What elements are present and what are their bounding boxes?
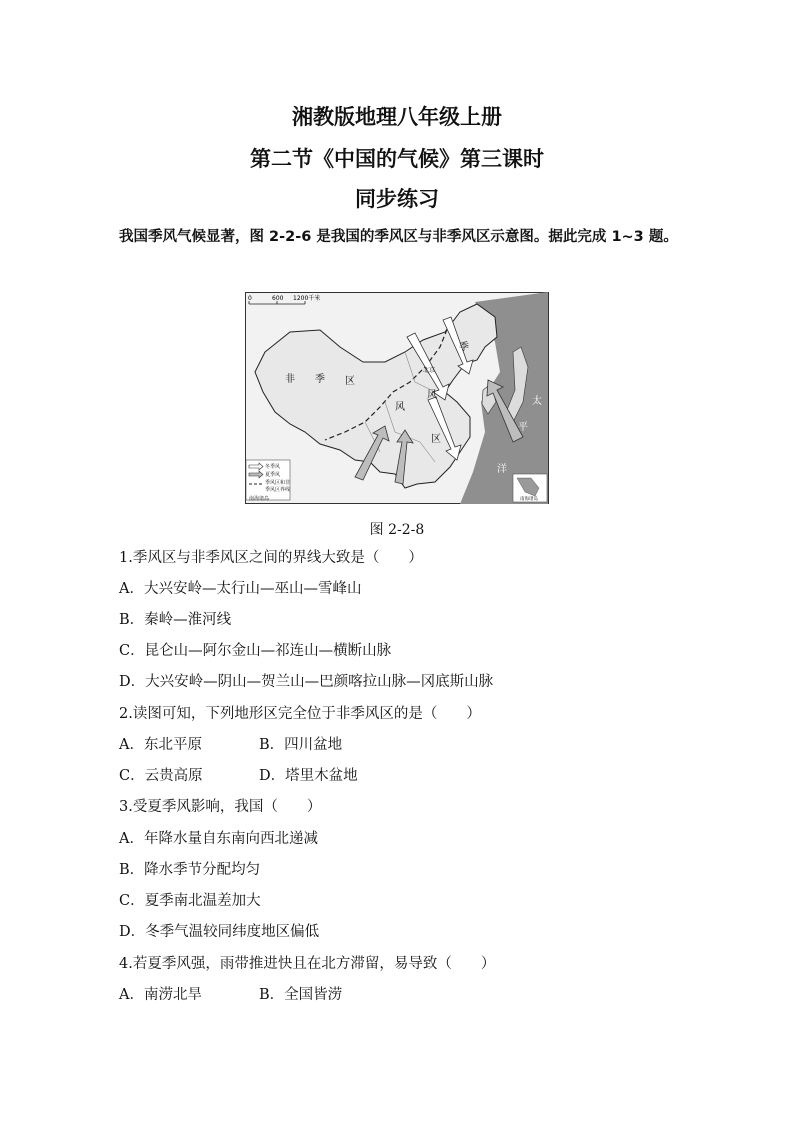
question-3-stem: 3.受夏季风影响，我国（ ） [119, 799, 322, 815]
scale-label-1200: 1200千米 [293, 295, 321, 302]
legend-boundary-2: 季风区界线 [265, 487, 291, 493]
question-4-stem: 4.若夏季风强，雨带推进快且在北方滞留，易导致（ ） [119, 956, 496, 972]
legend-winter-monsoon: 冬季风 [265, 464, 281, 470]
figure-caption: 图 2-2-8 [369, 522, 425, 538]
map-label-ji2: 季 [459, 342, 469, 353]
monsoon-region-map [245, 292, 549, 504]
question-2-option-d: D．塔里木盆地 [259, 768, 358, 784]
map-label-beijing: 北京 [423, 367, 436, 374]
question-4-option-b: B．全国皆涝 [259, 987, 343, 1003]
map-note: 南海诸岛 [249, 496, 270, 502]
map-label-qu1: 区 [345, 376, 355, 387]
question-2-options-row2 [119, 769, 358, 784]
question-2-option-b: B．四川盆地 [259, 737, 343, 753]
intro-paragraph: 我国季风气候显著，图 2-2-6 是我国的季风区与非季风区示意图。据此完成 1~3 题。 [119, 229, 678, 245]
map-label-ji1: 季 [315, 374, 325, 385]
inset-label: 南海诸岛 [520, 497, 538, 502]
map-label-tai: 太 [532, 396, 542, 407]
map-label-feng1: 风 [427, 390, 437, 401]
question-3-option-d: D．冬季气温较同纬度地区偏低 [119, 924, 320, 940]
map-label-fei: 非 [285, 374, 295, 385]
legend-summer-monsoon: 夏季风 [265, 472, 281, 478]
question-3-option-c: C．夏季南北温差加大 [119, 893, 261, 909]
title-grade: 湘教版地理八年级上册 [292, 105, 502, 129]
question-4-options-row1 [119, 988, 342, 1003]
map-label-qu2: 区 [431, 434, 441, 445]
question-3-option-b: B．降水季节分配均匀 [119, 862, 261, 878]
question-1-option-b: B．秦岭—淮河线 [119, 612, 232, 628]
question-1-option-d: D．大兴安岭—阴山—贺兰山—巴颜喀拉山脉—冈底斯山脉 [119, 674, 494, 690]
title-practice: 同步练习 [355, 187, 439, 211]
question-2-option-c: C．云贵高原 [119, 768, 203, 784]
question-1-stem: 1.季风区与非季风区之间的界线大致是（ ） [119, 550, 423, 566]
question-1-option-c: C．昆仑山—阿尔金山—祁连山—横断山脉 [119, 643, 392, 659]
question-1-option-a: A．大兴安岭—太行山—巫山—雪峰山 [119, 581, 362, 597]
legend-boundary-1: 季风区和非 [265, 480, 291, 486]
question-2-options-row1 [119, 738, 342, 753]
map-label-yang: 洋 [497, 464, 507, 475]
question-2-stem: 2.读图可知，下列地形区完全位于非季风区的是（ ） [119, 706, 481, 722]
title-lesson: 第二节《中国的气候》第三课时 [250, 147, 544, 171]
map-label-feng2: 风 [395, 402, 405, 413]
question-3-option-a: A．年降水量自东南向西北递减 [119, 831, 318, 847]
map-label-ping: 平 [518, 422, 528, 433]
question-2-option-a: A．东北平原 [119, 737, 202, 753]
scale-label-0: 0 [248, 295, 252, 302]
scale-label-600: 600 [272, 295, 284, 302]
question-4-option-a: A．南涝北旱 [119, 987, 202, 1003]
